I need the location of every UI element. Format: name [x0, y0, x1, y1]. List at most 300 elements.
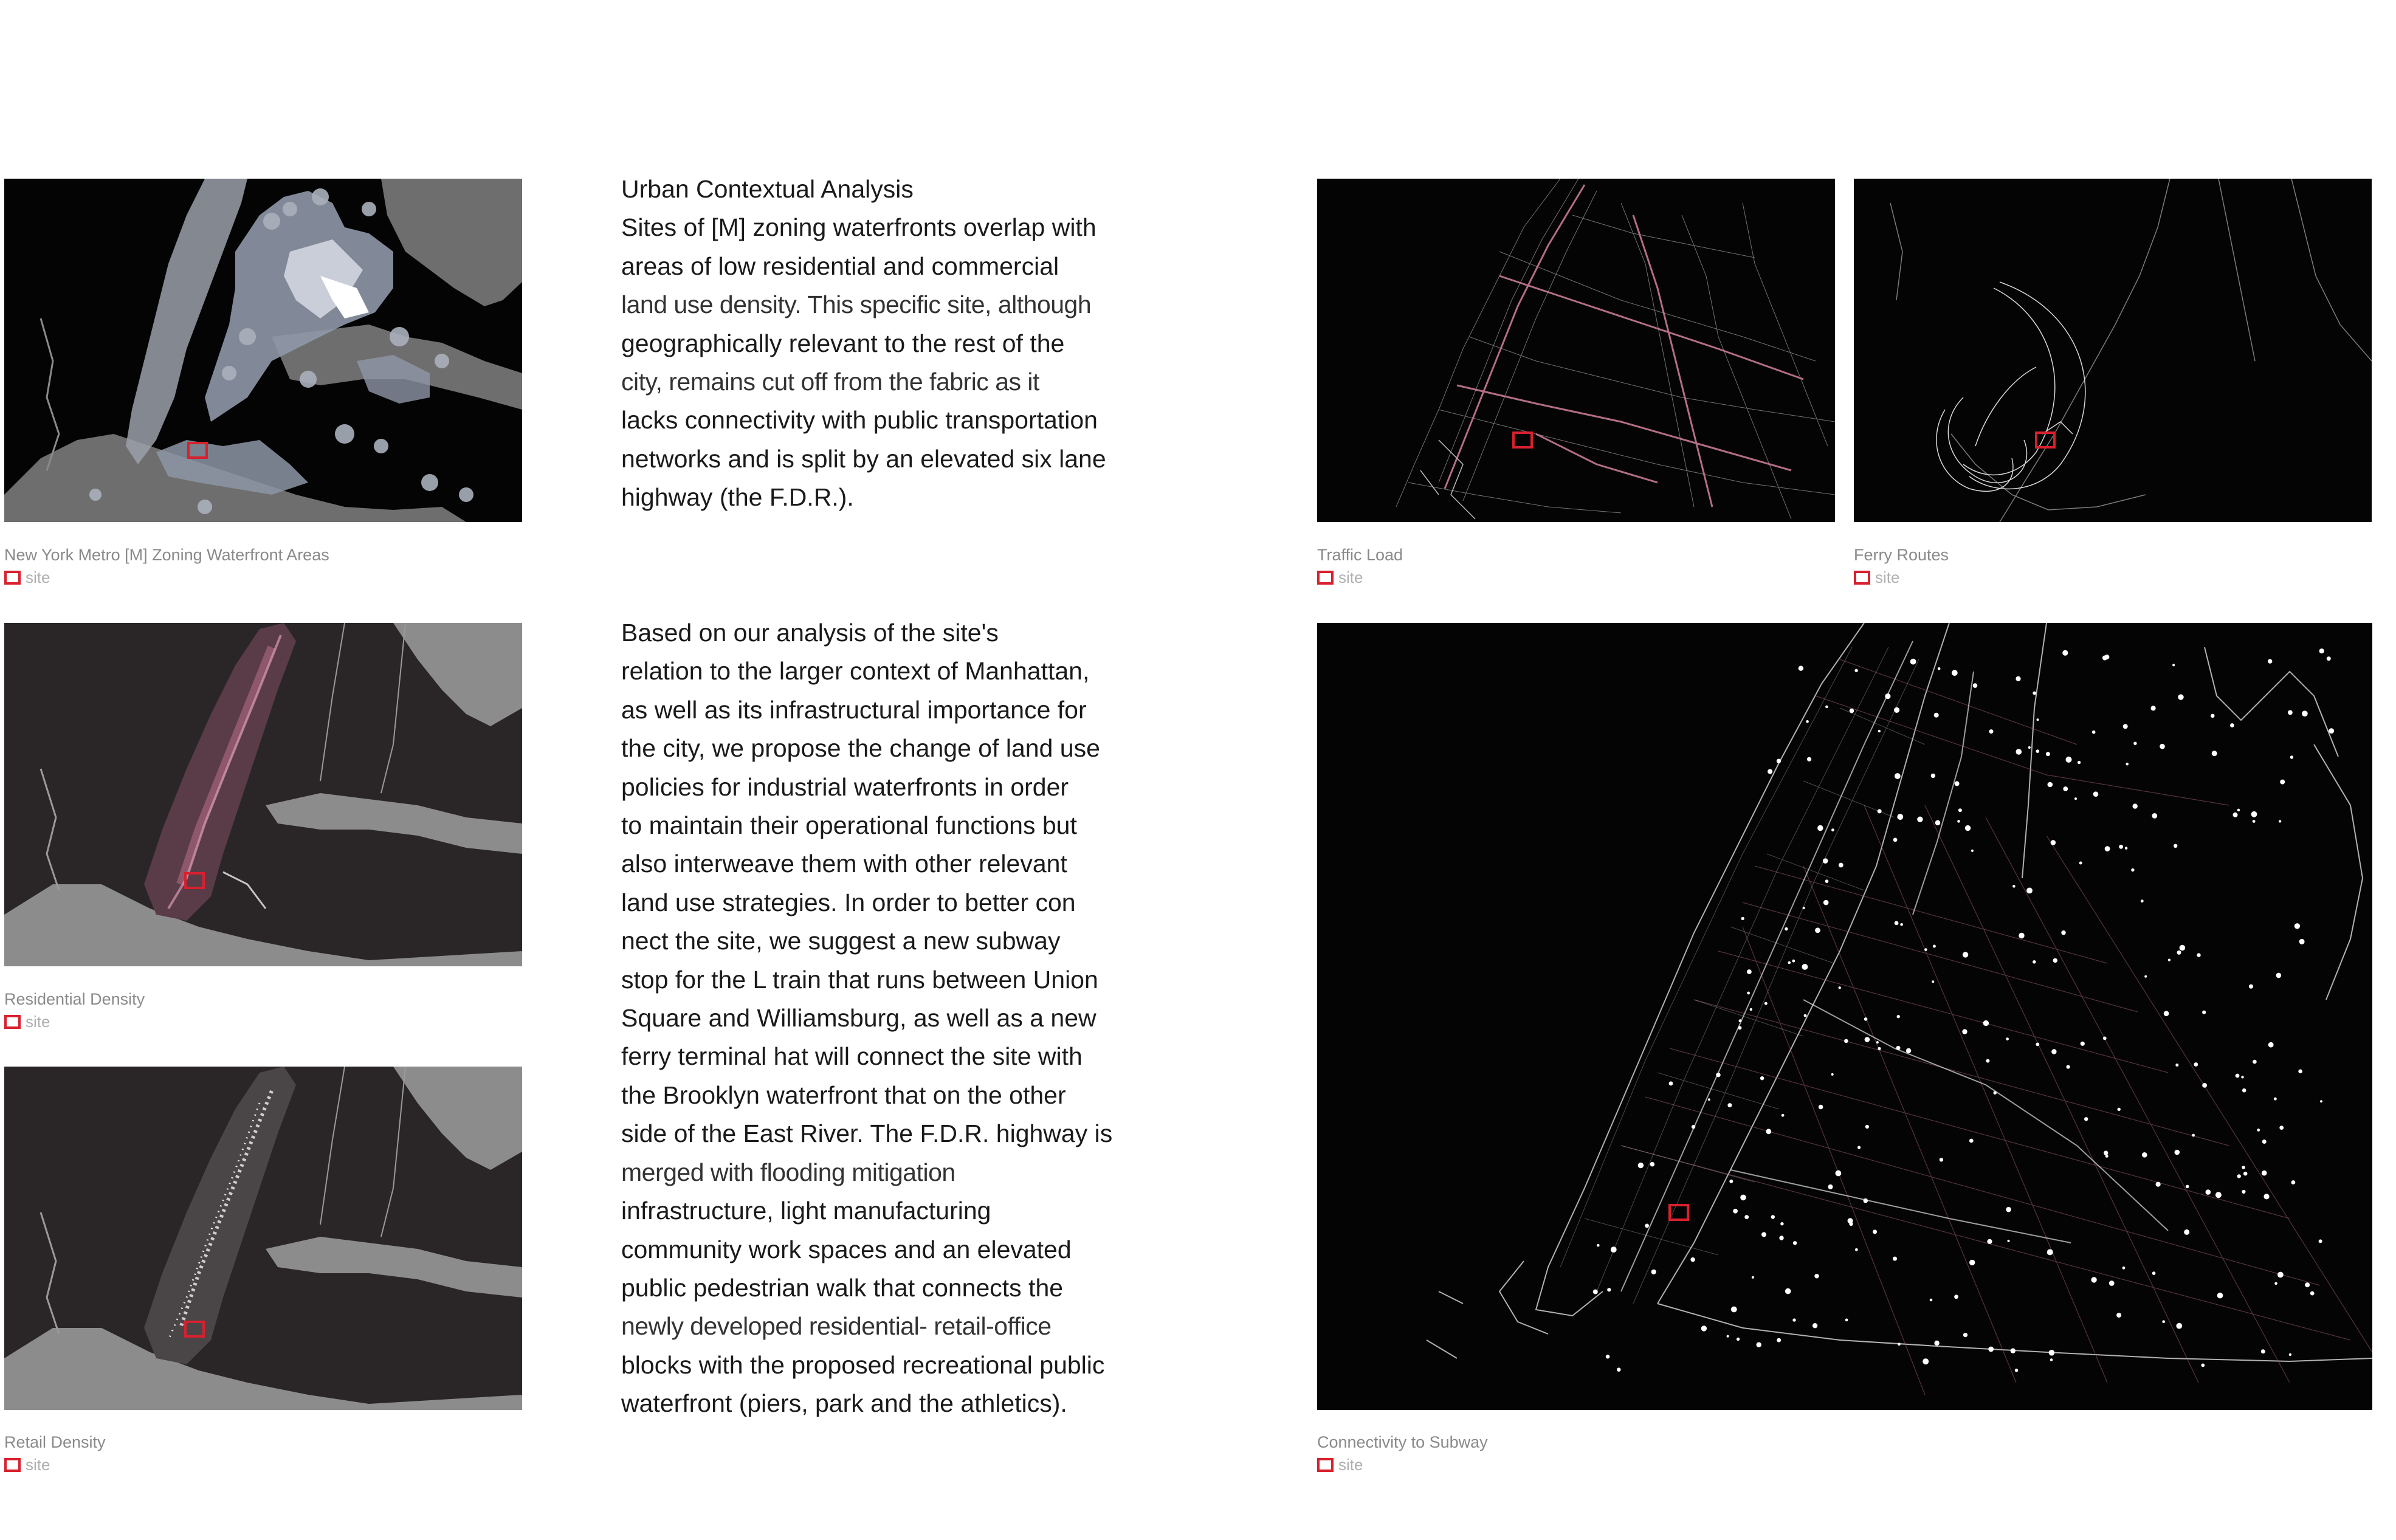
- subway-station-dot: [1738, 1026, 1742, 1030]
- subway-station-dot: [2201, 1364, 2205, 1367]
- subway-station-dot: [2053, 958, 2057, 963]
- paragraph-line: Square and Williamsburg, as well as a new: [621, 1004, 1096, 1033]
- subway-station-dot: [1963, 1333, 1967, 1337]
- subway-station-dot: [1669, 1081, 1673, 1085]
- subway-station-dot: [1969, 1139, 1974, 1143]
- subway-station-dot: [2103, 1037, 2107, 1040]
- subway-station-dot: [2081, 1042, 2085, 1046]
- subway-station-dot: [2036, 749, 2040, 753]
- subway-station-dot: [2175, 1064, 2178, 1067]
- map-subway-connectivity: [1317, 623, 2372, 1410]
- paragraph-line: Based on our analysis of the site's: [621, 619, 999, 647]
- subway-station-dot: [1864, 1017, 1868, 1021]
- subway-station-dot: [2327, 656, 2331, 661]
- subway-station-dot: [1864, 1198, 1868, 1203]
- paragraph-line: relation to the larger context of Manhattan,: [621, 657, 1090, 686]
- subway-station-dot: [1839, 863, 1843, 868]
- subway-station-dot: [1825, 706, 1828, 709]
- subway-station-dot: [2241, 1076, 2243, 1078]
- subway-station-dot: [1779, 1236, 1783, 1240]
- subway-station-dot: [1828, 1184, 1833, 1189]
- subway-station-dot: [2067, 1065, 2070, 1069]
- site-swatch: [1854, 571, 1870, 585]
- subway-station-dot: [1898, 1342, 1901, 1346]
- paragraph-line: lacks connectivity with public transportation: [621, 406, 1098, 435]
- subway-station-dot: [2033, 692, 2036, 695]
- subway-station-dot: [2131, 868, 2134, 871]
- subway-station-dot: [1932, 980, 1934, 983]
- subway-station-dot: [2175, 1150, 2180, 1155]
- subway-station-dot: [2015, 1369, 2019, 1372]
- subway-station-dot: [2320, 1100, 2322, 1102]
- subway-station-dot: [1934, 713, 1939, 718]
- subway-station-dot: [1986, 1059, 1989, 1063]
- subway-station-dot: [1741, 917, 1744, 920]
- subway-station-dot: [2046, 752, 2050, 756]
- subway-station-dot: [1954, 1294, 1958, 1299]
- subway-station-dot: [2133, 803, 2138, 808]
- subway-station-dot: [2237, 1174, 2241, 1178]
- subway-station-dot: [2126, 763, 2129, 766]
- subway-station-dot: [2168, 959, 2171, 961]
- subway-station-dot: [2036, 1043, 2039, 1047]
- subway-station-dot: [1933, 945, 1936, 948]
- subway-station-dot: [1955, 781, 1960, 786]
- legend-site-ferry: site: [1854, 568, 1899, 588]
- paragraph-line: land use density. This specific site, although: [621, 290, 1092, 319]
- subway-station-dot: [1831, 1073, 1834, 1076]
- subway-station-dot: [2105, 846, 2110, 851]
- paragraph-line: ferry terminal hat will connect the site with: [621, 1042, 1083, 1071]
- paragraph-line: city, remains cut off from the fabric as it: [621, 368, 1039, 396]
- legend-site-retail: site: [4, 1456, 50, 1475]
- subway-station-dot: [2011, 1349, 2016, 1353]
- subway-station-dot: [1804, 1014, 1807, 1017]
- map-traffic-load: [1317, 179, 1835, 522]
- subway-station-dot: [1806, 720, 1809, 723]
- subway-station-dot: [2066, 757, 2072, 763]
- subway-station-dot: [1645, 1224, 1649, 1228]
- paragraph-line: stop for the L train that runs between Union: [621, 965, 1098, 994]
- subway-station-dot: [1878, 730, 1881, 732]
- subway-station-dot: [2051, 1049, 2056, 1054]
- subway-station-dot: [1817, 825, 1823, 831]
- subway-station-dot: [1593, 1290, 1598, 1294]
- subway-station-dot: [1848, 1218, 1853, 1223]
- subway-station-dot: [2026, 888, 2033, 894]
- subway-station-dot: [2268, 659, 2272, 663]
- subway-station-dot: [1896, 1046, 1901, 1050]
- site-swatch: [1317, 1458, 1334, 1472]
- paragraph-line: infrastructure, light manufacturing: [621, 1197, 991, 1225]
- subway-station-dot: [1617, 1367, 1621, 1372]
- subway-station-dot: [2152, 1271, 2156, 1275]
- paragraph-line: also interweave them with other relevant: [621, 850, 1067, 878]
- subway-station-dot: [2172, 664, 2175, 666]
- subway-station-dot: [1607, 1288, 1611, 1291]
- subway-station-dot: [1934, 1341, 1939, 1346]
- subway-station-dot: [2141, 899, 2144, 902]
- subway-station-dot: [2242, 1190, 2245, 1194]
- subway-station-dot: [1606, 1355, 1610, 1359]
- subway-station-dot: [2291, 1180, 2296, 1184]
- subway-station-dot: [2122, 1267, 2126, 1270]
- subway-station-dot: [2084, 1117, 2088, 1121]
- map-ferry-routes: [1854, 179, 2372, 522]
- subway-station-dot: [2194, 1062, 2198, 1067]
- subway-station-dot: [2118, 1108, 2121, 1111]
- subway-station-dot: [1812, 1323, 1817, 1328]
- subway-station-dot: [2319, 1239, 2322, 1243]
- subway-station-dot: [1895, 773, 1901, 779]
- subway-station-dot: [1782, 1114, 1785, 1117]
- subway-station-dot: [1906, 1048, 1911, 1053]
- subway-station-dot: [1823, 900, 1829, 906]
- subway-station-dot: [2302, 710, 2308, 717]
- subway-station-dot: [1803, 907, 1805, 909]
- subway-station-dot: [2276, 973, 2282, 978]
- map-retail-density: [4, 1067, 522, 1410]
- subway-station-dot: [1876, 1041, 1879, 1043]
- subway-station-dot: [2217, 1293, 2223, 1299]
- subway-station-dot: [1839, 986, 1841, 989]
- subway-station-dot: [2319, 648, 2324, 653]
- subway-station-dot: [1764, 1002, 1768, 1005]
- subway-station-dot: [2280, 780, 2285, 785]
- subway-station-dot: [1807, 757, 1811, 761]
- subway-station-dot: [1731, 1307, 1737, 1313]
- subway-station-dot: [2016, 749, 2022, 755]
- legend-site-traffic: site: [1317, 568, 1363, 588]
- subway-station-dot: [1752, 1276, 1754, 1279]
- paragraph-line: land use strategies. In order to better con: [621, 888, 1076, 916]
- subway-station-dot: [1957, 820, 1960, 823]
- subway-station-dot: [1777, 1338, 1781, 1342]
- subway-station-dot: [1855, 1248, 1858, 1251]
- subway-station-dot: [2037, 718, 2039, 721]
- site-swatch: [1317, 571, 1334, 585]
- subway-station-dot: [1701, 1325, 1707, 1331]
- subway-station-dot: [1650, 1162, 1655, 1167]
- subway-station-dot: [2242, 1166, 2245, 1169]
- subway-station-dot: [2152, 813, 2157, 819]
- subway-station-dot: [2184, 1229, 2189, 1235]
- subway-station-dot: [2279, 1126, 2284, 1130]
- subway-station-dot: [2211, 714, 2214, 718]
- subway-station-dot: [2047, 1249, 2053, 1255]
- subway-station-dot: [2253, 820, 2256, 823]
- subway-station-dot: [1865, 1125, 1869, 1129]
- subway-station-dot: [1825, 879, 1829, 883]
- subway-station-dot: [2242, 1088, 2246, 1093]
- subway-station-dot: [2329, 728, 2334, 734]
- subway-station-dot: [1836, 1170, 1842, 1177]
- subway-station-dot: [1768, 769, 1772, 774]
- paragraph-line: community work spaces and an elevated: [621, 1235, 1072, 1263]
- subway-station-dot: [1844, 1039, 1848, 1043]
- subway-station-dot: [2006, 1207, 2011, 1212]
- subway-station-dot: [1923, 1358, 1929, 1364]
- caption-residential-density: Residential Density: [4, 990, 145, 1008]
- subway-station-dot: [2162, 1320, 2165, 1323]
- caption-zoning-waterfront: New York Metro [M] Zoning Waterfront Areas: [4, 546, 329, 564]
- legend-site-subway: site: [1317, 1456, 1363, 1475]
- subway-station-dot: [1792, 1318, 1795, 1321]
- subway-station-dot: [1747, 992, 1750, 995]
- subway-station-dot: [2257, 1129, 2260, 1132]
- subway-station-dot: [2288, 710, 2293, 715]
- subway-station-dot: [1771, 1215, 1775, 1219]
- legend-site-zoning: site: [4, 568, 50, 588]
- paragraph-line: waterfront (piers, park and the athletics).: [621, 1389, 1067, 1418]
- subway-station-dot: [1885, 693, 1890, 699]
- subway-station-dot: [2102, 656, 2107, 661]
- subway-station-dot: [2215, 1192, 2222, 1198]
- subway-station-dot: [1760, 1076, 1764, 1080]
- subway-station-dot: [2063, 786, 2068, 791]
- subway-station-dot: [1733, 1209, 1738, 1214]
- subway-station-dot: [2289, 1353, 2291, 1356]
- subway-station-dot: [2091, 1277, 2096, 1282]
- subway-station-dot: [1740, 1195, 1746, 1201]
- subway-station-dot: [2233, 813, 2238, 817]
- subway-station-dot: [1831, 828, 1834, 831]
- subway-station-dot: [1897, 1015, 1900, 1018]
- subway-station-dot: [2294, 923, 2300, 929]
- paragraph-line: newly developed residential- retail-office: [621, 1312, 1052, 1341]
- subway-station-dot: [2016, 676, 2020, 681]
- subway-station-dot: [2186, 1185, 2189, 1189]
- subway-station-dot: [1962, 1029, 1967, 1034]
- subway-station-dot: [1983, 1020, 1989, 1026]
- subway-station-dot: [1910, 659, 1916, 665]
- subway-station-dot: [2230, 723, 2234, 727]
- paragraph-line: the city, we propose the change of land use: [621, 734, 1100, 763]
- subway-station-dot: [1729, 1180, 1733, 1183]
- paragraph-line: side of the East River. The F.D.R. highway is: [621, 1119, 1113, 1148]
- subway-station-dot: [1952, 670, 1958, 676]
- subway-station-dot: [2212, 751, 2217, 756]
- subway-station-dot: [2262, 1170, 2267, 1176]
- site-swatch: [4, 1458, 21, 1472]
- paragraph-line: the Brooklyn waterfront that on the other: [621, 1081, 1066, 1109]
- caption-traffic-load: Traffic Load: [1317, 546, 1403, 564]
- subway-station-dot: [2298, 1070, 2302, 1074]
- subway-station-dot: [2176, 1323, 2182, 1329]
- contextual-analysis-text: [621, 170, 1106, 517]
- subway-station-dot: [2125, 847, 2128, 850]
- subway-station-dot: [2051, 840, 2056, 845]
- subway-station-dot: [2262, 1140, 2267, 1144]
- subway-station-dot: [1963, 952, 1968, 957]
- subway-station-dot: [1785, 1288, 1791, 1294]
- subway-station-dot: [1737, 1338, 1740, 1341]
- subway-station-dot: [2243, 1172, 2248, 1176]
- paragraph-line: blocks with the proposed recreational public: [621, 1350, 1105, 1379]
- subway-station-dot: [2012, 885, 2016, 888]
- subway-station-dot: [2174, 844, 2177, 848]
- subway-station-dot: [1931, 774, 1935, 778]
- subway-station-dot: [2006, 1037, 2009, 1040]
- subway-station-dot: [2251, 811, 2257, 817]
- subway-station-dot: [1611, 1246, 1617, 1253]
- subway-station-dot: [1865, 1037, 1870, 1042]
- section-title: Urban Contextual Analysis: [621, 175, 914, 203]
- map-zoning-waterfront: [4, 179, 522, 522]
- subway-station-dot: [1917, 817, 1923, 822]
- subway-station-dot: [2263, 1194, 2269, 1199]
- subway-station-dot: [1873, 1229, 1877, 1234]
- subway-station-dot: [2197, 953, 2200, 957]
- subway-station-dot: [1965, 825, 1971, 831]
- paragraph-line: as well as its infrastructural importance for: [621, 695, 1087, 724]
- subway-station-dot: [2104, 1150, 2108, 1155]
- subway-station-dot: [2180, 945, 2186, 951]
- subway-station-dot: [1690, 1257, 1695, 1262]
- subway-station-dot: [1819, 1105, 1823, 1110]
- subway-station-dot: [2116, 1313, 2121, 1318]
- site-swatch: [4, 1015, 21, 1029]
- subway-station-dot: [2249, 985, 2253, 989]
- subway-station-dot: [1894, 707, 1899, 713]
- subway-station-dot: [2274, 1282, 2277, 1285]
- subway-station-dot: [1761, 1232, 1766, 1237]
- subway-station-dot: [1940, 1158, 1943, 1161]
- subway-station-dot: [1878, 1047, 1881, 1050]
- subway-station-dot: [2261, 1349, 2265, 1353]
- paragraph-line: networks and is split by an elevated six lane: [621, 444, 1106, 473]
- subway-station-dot: [2279, 820, 2281, 822]
- subway-station-dot: [1857, 1146, 1861, 1149]
- subway-station-dot: [2050, 1358, 2053, 1361]
- subway-station-dot: [1969, 1260, 1975, 1265]
- subway-station-dot: [2144, 975, 2147, 978]
- subway-station-dot: [1802, 964, 1808, 970]
- subway-station-dot: [2142, 1152, 2147, 1158]
- subway-station-dot: [2028, 746, 2031, 749]
- subway-station-dot: [1766, 1129, 1771, 1134]
- subway-station-dot: [2299, 939, 2305, 944]
- subway-station-dot: [1727, 1335, 1729, 1338]
- caption-ferry-routes: Ferry Routes: [1854, 546, 1949, 564]
- subway-station-dot: [2119, 845, 2123, 849]
- subway-station-dot: [2151, 706, 2156, 710]
- subway-station-dot: [1744, 1215, 1749, 1219]
- subway-station-dot: [1989, 729, 1994, 734]
- subway-station-dot: [2236, 1074, 2240, 1078]
- subway-station-dot: [1930, 1299, 1933, 1302]
- paragraph-line: Sites of [M] zoning waterfronts overlap with: [621, 213, 1096, 242]
- subway-station-dot: [1788, 961, 1791, 964]
- subway-station-dot: [1893, 838, 1898, 842]
- subway-station-dot: [1935, 820, 1941, 826]
- map-residential-density: [4, 623, 522, 966]
- subway-station-dot: [2062, 650, 2068, 656]
- subway-station-dot: [1793, 1241, 1797, 1245]
- subway-station-dot: [2192, 1134, 2195, 1137]
- subway-station-dot: [2164, 1011, 2169, 1016]
- subway-station-dot: [2237, 809, 2240, 812]
- subway-station-dot: [1597, 1244, 1600, 1247]
- subway-station-dot: [1739, 1019, 1742, 1022]
- legend-site-residential: site: [4, 1012, 50, 1032]
- subway-station-dot: [1845, 1319, 1848, 1322]
- paragraph-line: merged with flooding mitigation: [621, 1158, 955, 1186]
- subway-station-dot: [1780, 1222, 1783, 1225]
- subway-station-dot: [2092, 730, 2096, 734]
- subway-station-dot: [1815, 927, 1820, 933]
- subway-station-dot: [2156, 1182, 2161, 1187]
- paragraph-line: policies for industrial waterfronts in order: [621, 772, 1069, 801]
- subway-station-dot: [2093, 791, 2099, 797]
- proposal-text: [621, 614, 1112, 1423]
- paragraph-line: areas of low residential and commercial: [621, 252, 1059, 280]
- subway-station-dot: [1893, 1257, 1897, 1261]
- subway-station-dot: [1854, 669, 1857, 672]
- subway-station-dot: [1638, 1163, 1644, 1168]
- subway-station-dot: [2305, 1282, 2310, 1287]
- subway-station-dot: [1785, 927, 1788, 930]
- subway-station-dot: [1777, 759, 1781, 763]
- subway-station-dot: [2202, 1083, 2207, 1088]
- paragraph-line: geographically relevant to the rest of the: [621, 329, 1065, 357]
- subway-station-dot: [1708, 1098, 1710, 1101]
- subway-station-dot: [2079, 862, 2082, 865]
- subway-station-dot: [2033, 960, 2036, 964]
- subway-station-dot: [1973, 683, 1978, 688]
- subway-station-dot: [2049, 1350, 2055, 1356]
- subway-station-dot: [2274, 1098, 2277, 1101]
- subway-station-dot: [2078, 761, 2081, 764]
- subway-station-dot: [2019, 933, 2024, 938]
- subway-station-dot: [2061, 930, 2065, 935]
- subway-station-dot: [2008, 1240, 2010, 1242]
- subway-station-dot: [2202, 1011, 2206, 1014]
- subway-station-dot: [2074, 797, 2077, 800]
- subway-station-dot: [2178, 694, 2183, 700]
- caption-subway-connectivity: Connectivity to Subway: [1317, 1433, 1488, 1451]
- caption-retail-density: Retail Density: [4, 1433, 106, 1451]
- subway-station-dot: [2290, 755, 2293, 758]
- subway-station-dot: [2177, 950, 2181, 955]
- subway-station-dot: [1988, 1347, 1994, 1352]
- subway-station-dot: [2133, 742, 2136, 745]
- subway-station-dot: [1727, 1103, 1732, 1107]
- subway-station-dot: [2123, 724, 2128, 729]
- subway-station-dot: [2048, 782, 2053, 788]
- subway-station-dot: [1878, 809, 1882, 813]
- subway-station-dot: [1747, 969, 1752, 974]
- subway-station-dot: [1897, 814, 1903, 820]
- subway-station-dot: [1792, 960, 1795, 963]
- subway-station-dot: [1750, 1008, 1752, 1011]
- subway-station-dot: [2253, 1060, 2257, 1064]
- subway-station-dot: [1814, 1274, 1819, 1278]
- subway-station-dot: [1900, 923, 1903, 926]
- subway-station-dot: [2277, 1272, 2284, 1278]
- subway-station-dot: [1924, 948, 1927, 951]
- site-swatch: [4, 571, 21, 585]
- paragraph-line: to maintain their operational functions but: [621, 811, 1077, 840]
- subway-station-dot: [2160, 744, 2165, 749]
- subway-station-dot: [1938, 667, 1941, 670]
- subway-station-dot: [1994, 1091, 1997, 1095]
- subway-station-dot: [1799, 666, 1803, 671]
- subway-station-dot: [2310, 1291, 2315, 1296]
- subway-station-dot: [1823, 858, 1828, 864]
- subway-station-dot: [2268, 1042, 2274, 1048]
- subway-station-dot: [1971, 850, 1974, 852]
